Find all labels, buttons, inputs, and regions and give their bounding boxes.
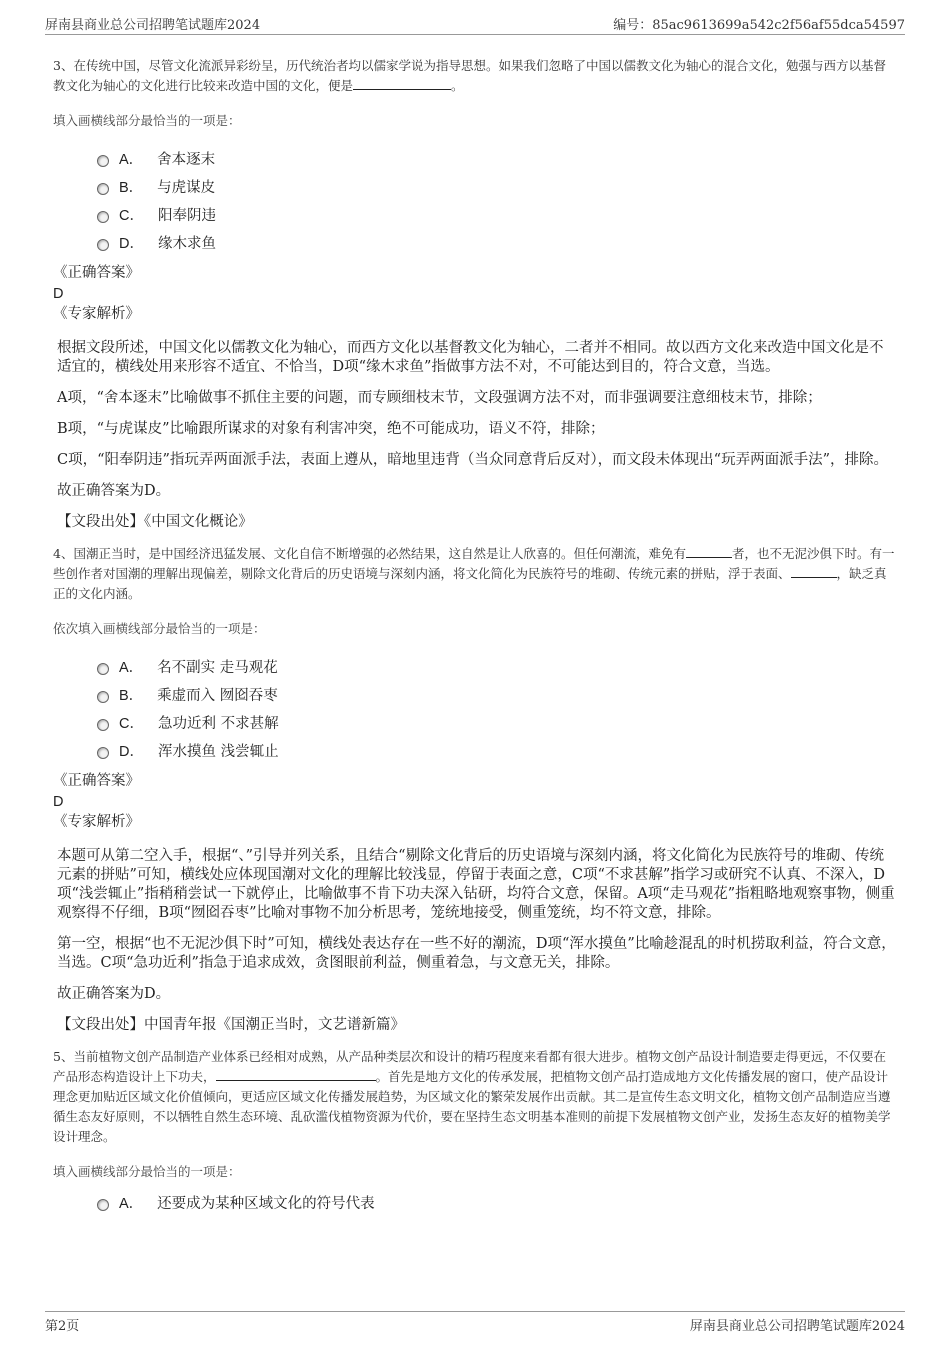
question-4-text: 4、国潮正当时，是中国经济迅猛发展、文化自信不断增强的必然结果，这自然是让人欣喜的。但任何潮流，难免有 者，也不无泥沙俱下时。有一些创作者对国潮的理解出现偏差，剔除文化背后的历史语境与深刻内涵，将文化简化为民族符号的堆砌、传统元素的拼贴，浮于表面、 ，缺乏真正的文化内涵。: [53, 546, 895, 601]
answer-blank: [216, 1068, 376, 1081]
option-c[interactable]: C． 阳奉阴违: [97, 202, 897, 230]
header-title: 屏南县商业总公司招聘笔试题库2024: [45, 18, 261, 33]
correct-answer: D: [53, 794, 64, 810]
page-number: 第2页: [45, 1319, 80, 1334]
answer-blank: [353, 77, 451, 90]
radio-button[interactable]: [97, 1199, 109, 1211]
question-3-prompt: 填入画横线部分最恰当的一项是：: [53, 113, 241, 128]
radio-button[interactable]: [97, 183, 109, 195]
option-a[interactable]: A． 舍本逐末: [97, 146, 897, 174]
header-serial: 编号：85ac9613699a542c2f56af55dca54597: [613, 18, 905, 33]
option-a[interactable]: A． 还要成为某种区域文化的符号代表: [97, 1190, 897, 1218]
analysis-paragraph: 根据文段所述，中国文化以儒教文化为轴心，而西方文化以基督教文化为轴心，二者并不相同。故以西方文化来改造中国文化是不适宜的，横线处用来形容不适宜、不恰当，D项“缘木求鱼”指做事方法不对，不可能达到目的，符合文意，当选。: [57, 340, 884, 375]
option-a[interactable]: A． 名不副实 走马观花: [97, 654, 897, 682]
question-3-options: [97, 146, 897, 258]
radio-button[interactable]: [97, 747, 109, 759]
option-d[interactable]: D． 缘木求鱼: [97, 230, 897, 258]
answer-blank: [686, 545, 732, 558]
question-4-prompt: 依次填入画横线部分最恰当的一项是：: [53, 621, 266, 636]
question-5-options: [97, 1190, 897, 1218]
analysis-conclusion: 故正确答案为D。: [57, 986, 171, 1002]
analysis-label: 《专家解析》: [53, 814, 140, 830]
analysis-paragraph: 第一空，根据“也不无泥沙俱下时”可知，横线处表达存在一些不好的潮流，D项“浑水摸鱼”比喻趁混乱的时机捞取利益，符合文意，当选。C项“急功近利”指急于追求成效，贪图眼前利益，侧重着急，与文意无关，排除。: [57, 936, 896, 971]
option-d[interactable]: D． 浑水摸鱼 浅尝辄止: [97, 738, 897, 766]
correct-answer: D: [53, 286, 64, 302]
radio-button[interactable]: [97, 211, 109, 223]
option-c[interactable]: C． 急功近利 不求甚解: [97, 710, 897, 738]
radio-button[interactable]: [97, 719, 109, 731]
analysis-label: 《专家解析》: [53, 306, 140, 322]
question-5-prompt: 填入画横线部分最恰当的一项是：: [53, 1164, 241, 1179]
footer-title: 屏南县商业总公司招聘笔试题库2024: [689, 1319, 905, 1334]
radio-button[interactable]: [97, 239, 109, 251]
source-note: 【文段出处】《中国文化概论》: [57, 514, 253, 530]
question-5-text: 5、当前植物文创产品制造产业体系已经相对成熟，从产品种类层次和设计的精巧程度来看都有很大进步。植物文创产品设计制造要走得更远，不仅要在产品形态构造设计上下功夫， 。首先是地方文化的传承发展，把植物文创产品打造成地方文化传播发展的窗口，使产品设计理念更加贴近区域文化价值倾向，更适应区域文化传播发展趋势，为区域文化的繁荣发展作出贡献。其二是宣传生态文明文化，植物文创产品制造应当遵循生态友好原则，不以牺牲自然生态环境、乱砍滥伐植物资源为代价，要在坚持生态文明基本准则的前提下发展植物文创产业，发扬生态友好的植物美学设计理念。: [53, 1049, 891, 1144]
analysis-conclusion: 故正确答案为D。: [57, 483, 171, 499]
analysis-paragraph: B项，“与虎谋皮”比喻跟所谋求的对象有利害冲突，绝不可能成功，语义不符，排除；: [57, 421, 605, 437]
source-note: 【文段出处】中国青年报《国潮正当时，文艺谱新篇》: [57, 1017, 405, 1033]
option-b[interactable]: B． 与虎谋皮: [97, 174, 897, 202]
page-footer: [45, 1311, 905, 1334]
analysis-paragraph: A项，“舍本逐末”比喻做事不抓住主要的问题，而专顾细枝末节，文段强调方法不对，而非强调要注意细枝末节，排除；: [57, 390, 822, 406]
page-content: [53, 56, 897, 1218]
radio-button[interactable]: [97, 155, 109, 167]
radio-button[interactable]: [97, 691, 109, 703]
option-b[interactable]: B． 乘虚而入 囫囵吞枣: [97, 682, 897, 710]
question-4-options: [97, 654, 897, 766]
analysis-paragraph: 本题可从第二空入手，根据“、”引导并列关系，且结合“剔除文化背后的历史语境与深刻内涵，将文化简化为民族符号的堆砌、传统元素的拼贴”可知，横线处应体现国潮对文化的理解比较浅显，停留于表面之意，C项“不求甚解”指学习或研究不认真、不深入，D项“浅尝辄止”指稍稍尝试一下就停止，比喻做事不肯下功夫深入钻研，均符合文意，保留。A项“走马观花”指粗略地观察事物，侧重观察得不仔细，B项“囫囵吞枣”比喻对事物不加分析思考，笼统地接受，侧重笼统，均不符文意，排除。: [57, 848, 895, 921]
answer-label: 《正确答案》: [53, 773, 140, 789]
answer-label: 《正确答案》: [53, 265, 140, 281]
question-3-text: 3、在传统中国，尽管文化流派异彩纷呈，历代统治者均以儒家学说为指导思想。如果我们忽略了中国以儒教文化为轴心的混合文化，勉强与西方以基督教文化为轴心的文化进行比较来改造中国的文化，便是 。: [53, 58, 886, 93]
analysis-paragraph: C项，“阳奉阴违”指玩弄两面派手法，表面上遵从，暗地里违背（当众同意背后反对），而文段未体现出“玩弄两面派手法”，排除。: [57, 452, 888, 468]
radio-button[interactable]: [97, 663, 109, 675]
page-header: [45, 12, 905, 35]
answer-blank: [791, 565, 837, 578]
